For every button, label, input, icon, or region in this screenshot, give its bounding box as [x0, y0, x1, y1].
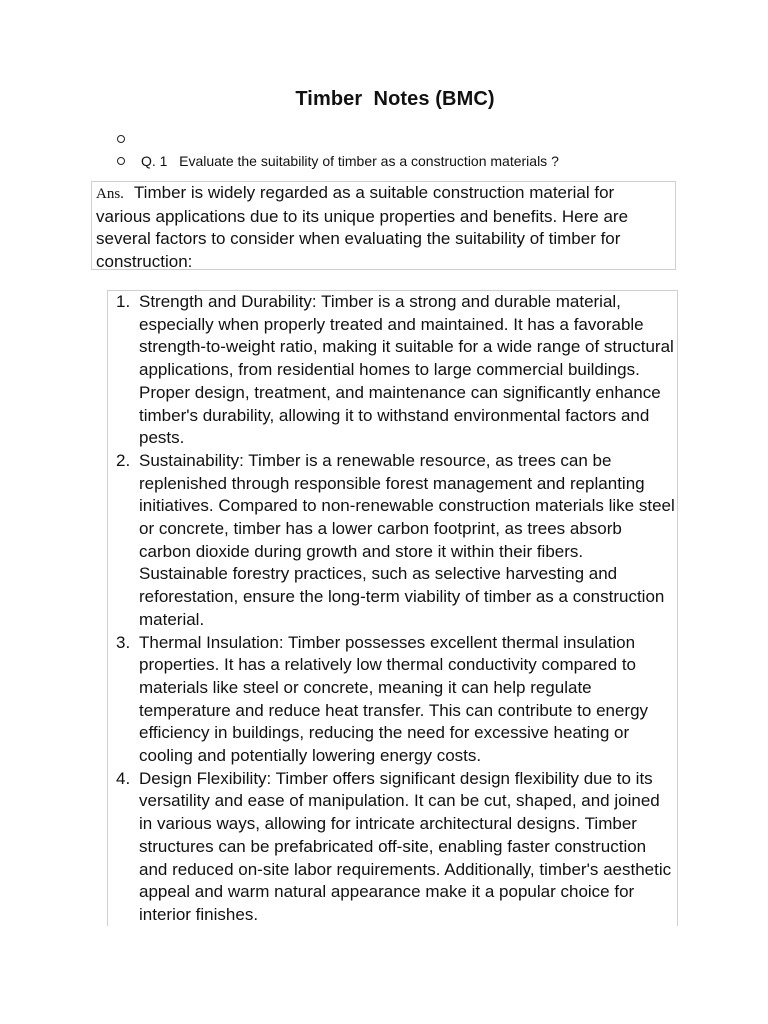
document-title: Timber Notes (BMC) — [295, 88, 495, 110]
list-item-text: Design Flexibility: Timber offers significant design flexibility due to its versatility and ease of manipulation. It can be cut, shaped, and joined in various ways, allowing for intricate architectural designs. Timber structures can be prefabricated off-site, enabling faster construction and reduced on-site labor requirements. Additionally, timber's aesthetic appeal and warm natural appearance make it a popular choice for interior finishes. — [139, 768, 672, 924]
factors-list — [116, 291, 675, 927]
question-text: Q. 1 Evaluate the suitability of timber as a construction materials ? — [141, 153, 559, 169]
bullet-item-question — [117, 150, 717, 172]
list-item-number: 1. — [116, 292, 131, 311]
answer-label: Ans. — [96, 186, 124, 202]
list-item — [116, 291, 675, 450]
list-item-number: 4. — [116, 768, 131, 788]
answer-box — [91, 181, 676, 270]
list-item-number: 2. — [116, 450, 131, 470]
answer-intro-text: Timber is widely regarded as a suitable construction material for various applications due to its unique properties and benefits. Here are several factors to consider when evaluating the suitability of timber for construction: — [96, 183, 629, 271]
list-item — [116, 450, 675, 632]
list-item-text: Thermal Insulation: Timber possesses excellent thermal insulation properties. It has a relatively low thermal conductivity compared to materials like steel or concrete, meaning it can help regulate temperature and reduce heat transfer. This can contribute to energy efficiency in buildings, reducing the need for excessive heating or cooling and potentially lowering energy costs. — [139, 632, 649, 766]
bullet-item-empty — [117, 128, 717, 150]
hollow-bullet-icon — [117, 135, 125, 143]
list-item-text: Strength and Durability: Timber is a strong and durable material, especially when properly treated and maintained. It has a favorable strength-to-weight ratio, making it suitable for a wide range of structural applications, from residential homes to large commercial buildings. Proper design, treatment, and maintenance can significantly enhance timber's durability, allowing it to withstand environmental factors and pests. — [139, 292, 674, 448]
bullet-list — [117, 128, 717, 172]
list-item — [116, 632, 675, 768]
list-item — [116, 768, 675, 927]
list-item-text: Sustainability: Timber is a renewable resource, as trees can be replenished through responsible forest management and replanting initiatives. Compared to non-renewable construction materials like steel or concrete, timber has a lower carbon footprint, as trees absorb carbon dioxide during growth and store it within their fibers. Sustainable forestry practices, such as selective harvesting and reforestation, ensure the long-term viability of timber as a construction material. — [139, 450, 675, 629]
factors-box — [107, 290, 678, 926]
hollow-bullet-icon — [117, 157, 125, 165]
list-item-number: 3. — [116, 632, 131, 652]
